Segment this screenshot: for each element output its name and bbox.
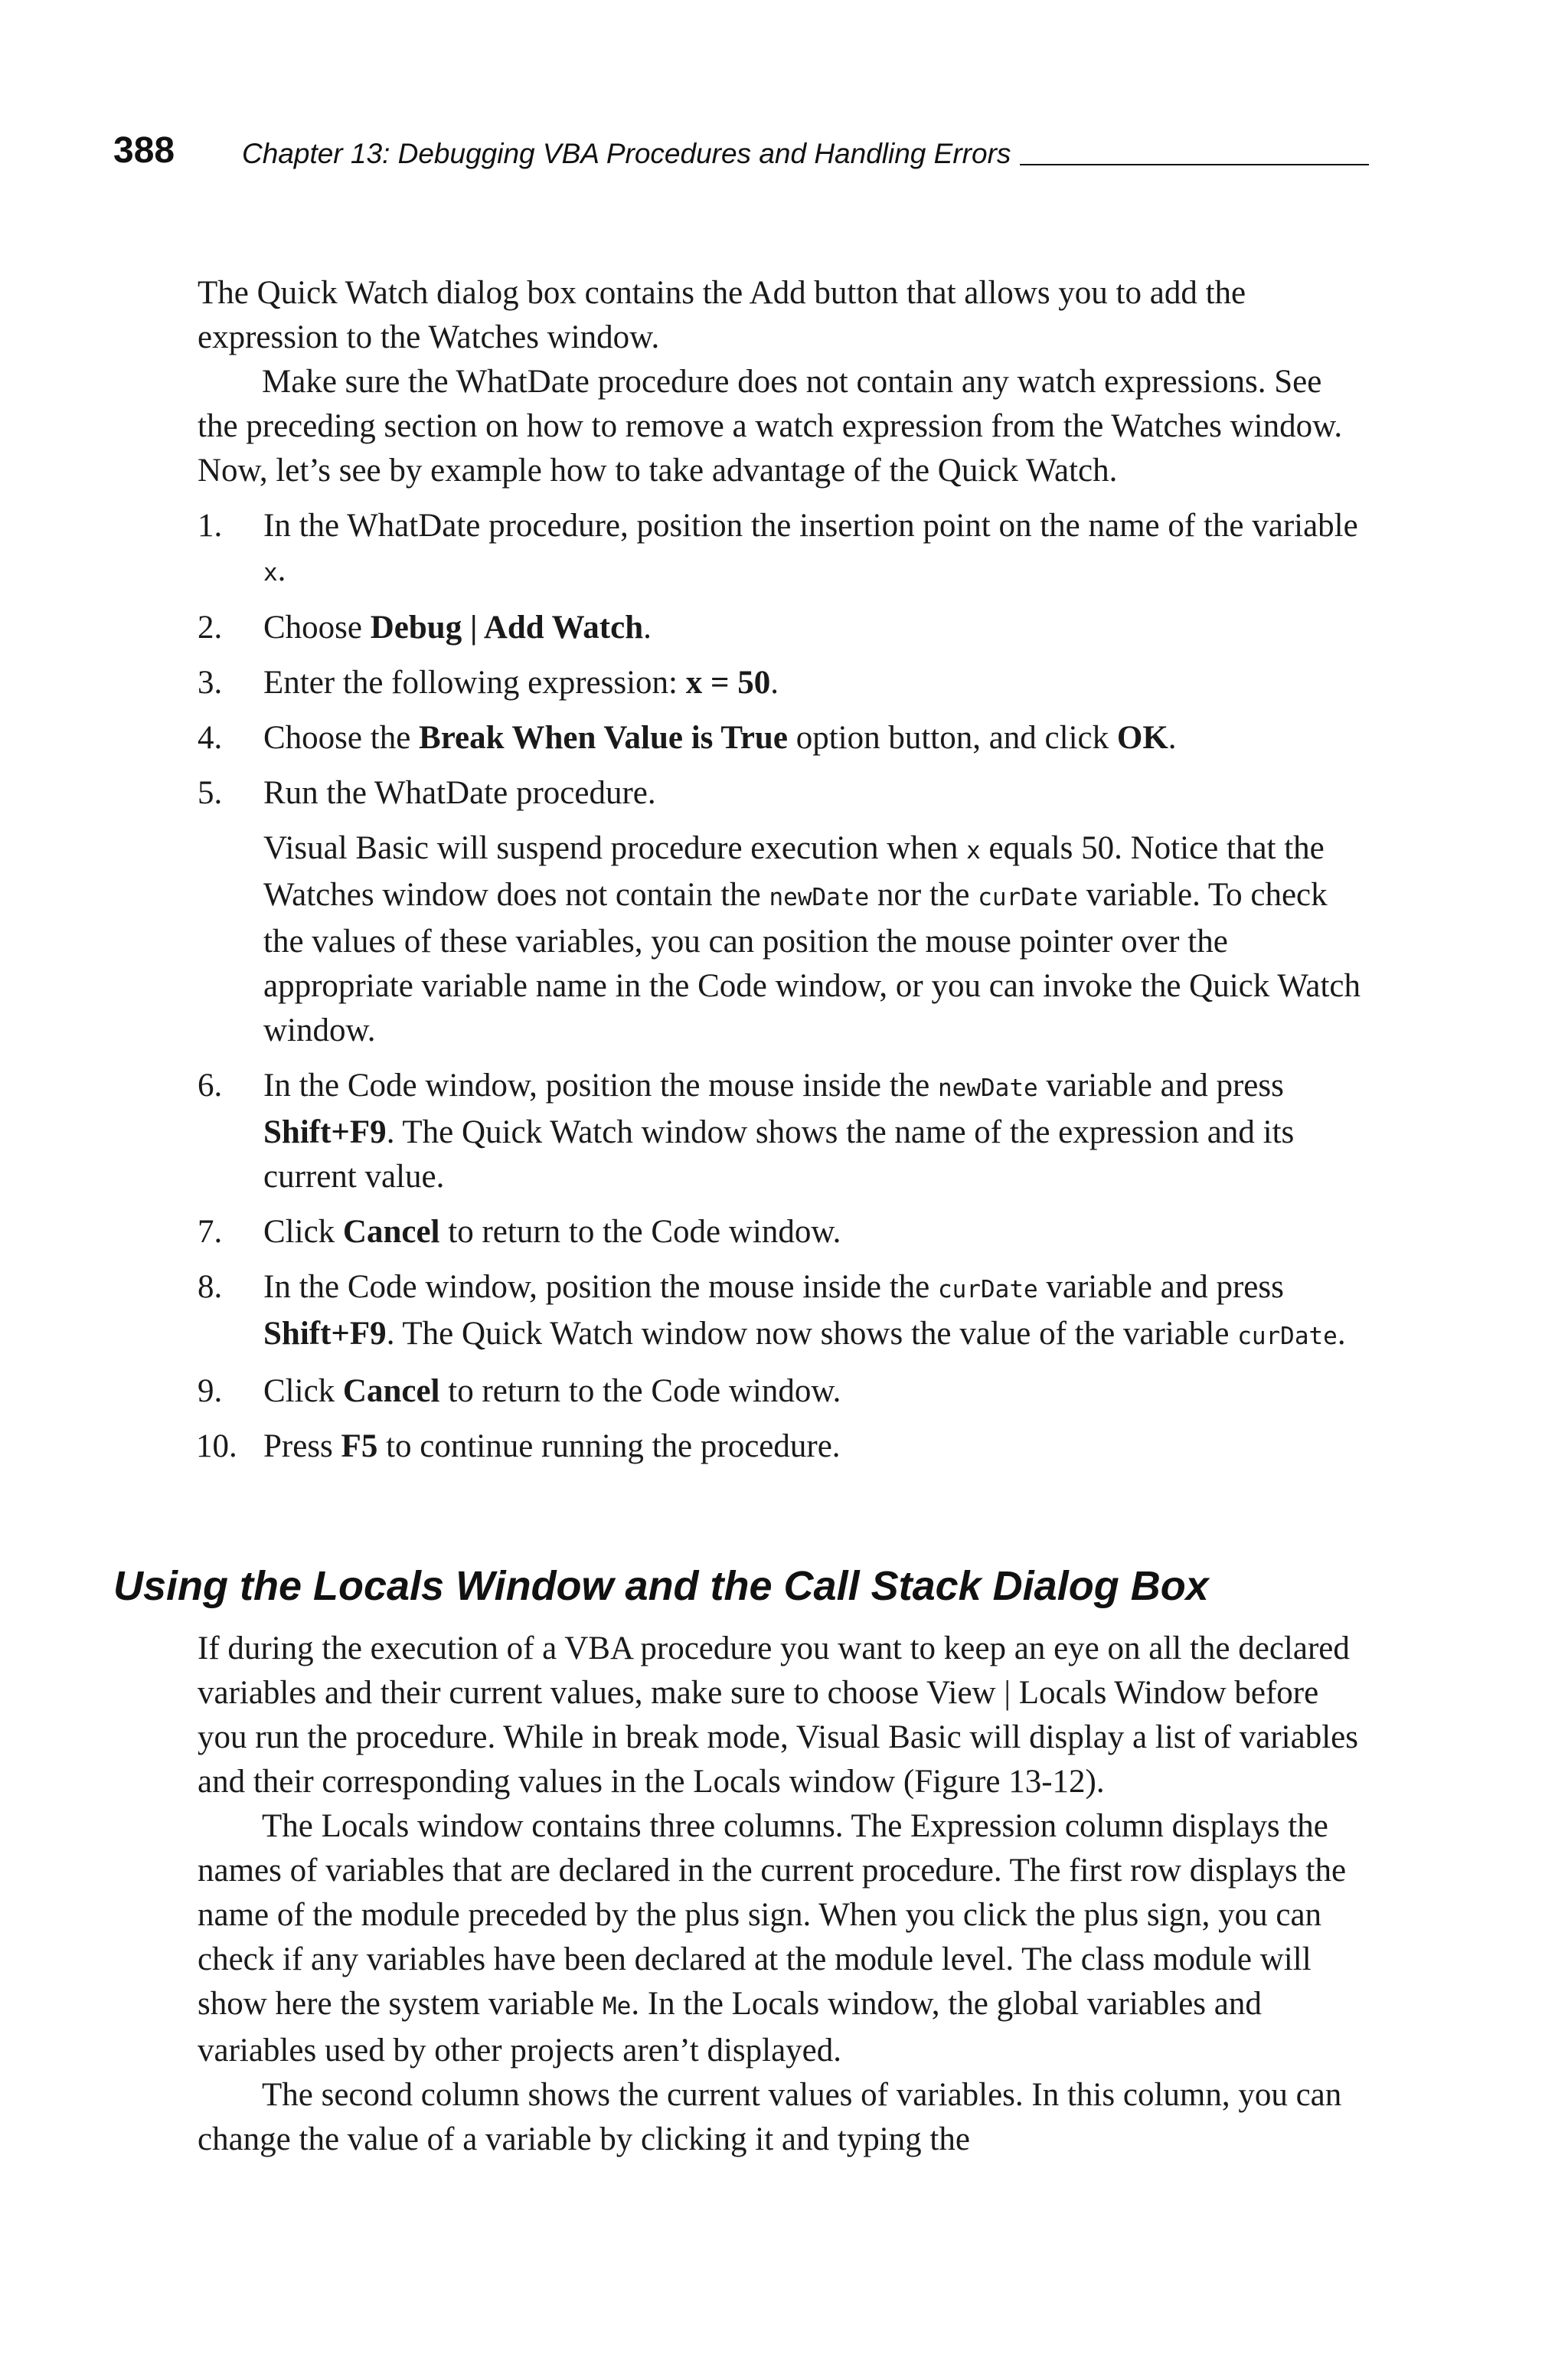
bold-term: Shift+F9 — [263, 1316, 387, 1352]
section-paragraph-2 — [198, 1804, 1369, 2073]
list-item — [198, 1210, 1369, 1254]
body-text-top — [198, 271, 1369, 1480]
bold-term: Cancel — [342, 1373, 440, 1409]
step-text: variable and press — [1037, 1068, 1284, 1104]
step-number: 2. — [198, 610, 223, 646]
bold-term: Break When Value is True — [419, 720, 788, 756]
step-text: . — [1337, 1316, 1346, 1352]
bold-term: F5 — [341, 1428, 378, 1464]
step-text: In the Code window, position the mouse inside the — [263, 1068, 938, 1104]
bold-term: Cancel — [342, 1214, 440, 1250]
step-number: 1. — [198, 508, 223, 544]
list-item — [198, 771, 1369, 816]
list-item — [198, 716, 1369, 760]
step-text: In the WhatDate procedure, position the insertion point on the name of the variable — [263, 508, 1358, 544]
step-text: Choose — [263, 610, 371, 646]
step-text: . — [643, 610, 652, 646]
code-term: newDate — [938, 1074, 1038, 1102]
running-header — [113, 127, 1369, 181]
step-text: Choose the — [263, 720, 420, 756]
bold-term: Shift+F9 — [263, 1114, 387, 1150]
chapter-title: Chapter 13: Debugging VBA Procedures and Handling Errors — [242, 138, 1011, 169]
bold-term: x = 50 — [685, 665, 771, 701]
step-text: Press — [263, 1428, 341, 1464]
code-term: curDate — [938, 1276, 1038, 1303]
list-item — [198, 1424, 1369, 1469]
section-paragraph-1: If during the execution of a VBA procedure you want to keep an eye on all the declared variables and their current values, make sure to choose View | Locals Window before you run the procedure. While in break mode, Visual Basic will display a list of variables and their corresponding values in the Locals window (Figure 13-12). — [198, 1630, 1358, 1800]
list-item — [198, 606, 1369, 650]
step-number: 3. — [198, 665, 223, 701]
code-term: curDate — [1237, 1323, 1338, 1350]
step-text: In the Code window, position the mouse inside the — [263, 1269, 938, 1305]
step-text: variable and press — [1037, 1269, 1284, 1305]
step-text: . — [770, 665, 779, 701]
step-text: Click — [263, 1214, 343, 1250]
code-term: x — [263, 559, 278, 587]
step-list — [198, 504, 1369, 1469]
step-number: 9. — [198, 1373, 223, 1409]
step-number: 7. — [198, 1214, 223, 1250]
bold-term: OK — [1116, 720, 1168, 756]
note-text: equals 50. Notice that the Watches window does not contain the — [263, 830, 1325, 913]
section-paragraph-3: The second column shows the current values of variables. In this column, you can change the value of a variable by clicking it and typing the — [198, 2077, 1342, 2157]
code-term: newDate — [769, 884, 870, 911]
intro-paragraph-1: The Quick Watch dialog box contains the Add button that allows you to add the expression to the Watches window. — [198, 275, 1246, 355]
step-text: to continue running the procedure. — [377, 1428, 841, 1464]
step-number: 6. — [198, 1068, 223, 1104]
step-number: 10. — [196, 1428, 237, 1464]
step-text: . The Quick Watch window now shows the value of the variable — [386, 1316, 1238, 1352]
list-item — [198, 504, 1369, 595]
page-number: 388 — [113, 130, 175, 171]
header-rule — [1020, 164, 1369, 165]
intro-paragraph-2: Make sure the WhatDate procedure does not contain any watch expressions. See the preceding section on how to remove a watch expression from the Watches window. Now, let’s see by example how to take advantage of the Quick Watch. — [198, 364, 1343, 489]
step-text: . — [277, 552, 286, 588]
step-number: 4. — [198, 720, 223, 756]
step-text: option button, and click — [787, 720, 1117, 756]
step-text: to return to the Code window. — [439, 1373, 841, 1409]
code-term: x — [966, 837, 981, 865]
list-item — [198, 1369, 1369, 1414]
note-text: Visual Basic will suspend procedure execution when — [263, 830, 967, 866]
note-text: nor the — [869, 877, 978, 913]
step-text: . The Quick Watch window shows the name of the expression and its current value. — [263, 1114, 1295, 1195]
step-text: . — [1168, 720, 1177, 756]
code-term: Me — [602, 1993, 632, 2020]
step-text: Click — [263, 1373, 343, 1409]
paragraph-text: The Locals window contains three columns. The Expression column displays the names of variables that are declared in the current procedure. The first row displays the name of the module preceded by the plus sign. When you click the plus sign, you can check if any variables have been declared at the module level. The class module will show here the system variable — [198, 1808, 1347, 2022]
paragraph-text: . In the Locals window, the global variables and variables used by other projects aren’t displayed. — [198, 1986, 1262, 2069]
list-item — [198, 1064, 1369, 1199]
step-text: to return to the Code window. — [439, 1214, 841, 1250]
list-item — [198, 661, 1369, 705]
list-item — [198, 1265, 1369, 1359]
step-text: Run the WhatDate procedure. — [263, 775, 656, 811]
body-text-section — [198, 1627, 1369, 2162]
note-text: variable. To check the values of these variables, you can position the mouse pointer over the appropriate variable name in the Code window, or you can invoke the Quick Watch window. — [263, 877, 1361, 1048]
step-number: 8. — [198, 1269, 223, 1305]
bold-term: Debug | Add Watch — [370, 610, 644, 646]
step-text: Enter the following expression: — [263, 665, 686, 701]
step-number: 5. — [198, 775, 223, 811]
section-heading: Using the Locals Window and the Call Stack Dialog Box — [113, 1563, 1209, 1609]
step-note — [198, 826, 1369, 1053]
code-term: curDate — [978, 884, 1078, 911]
